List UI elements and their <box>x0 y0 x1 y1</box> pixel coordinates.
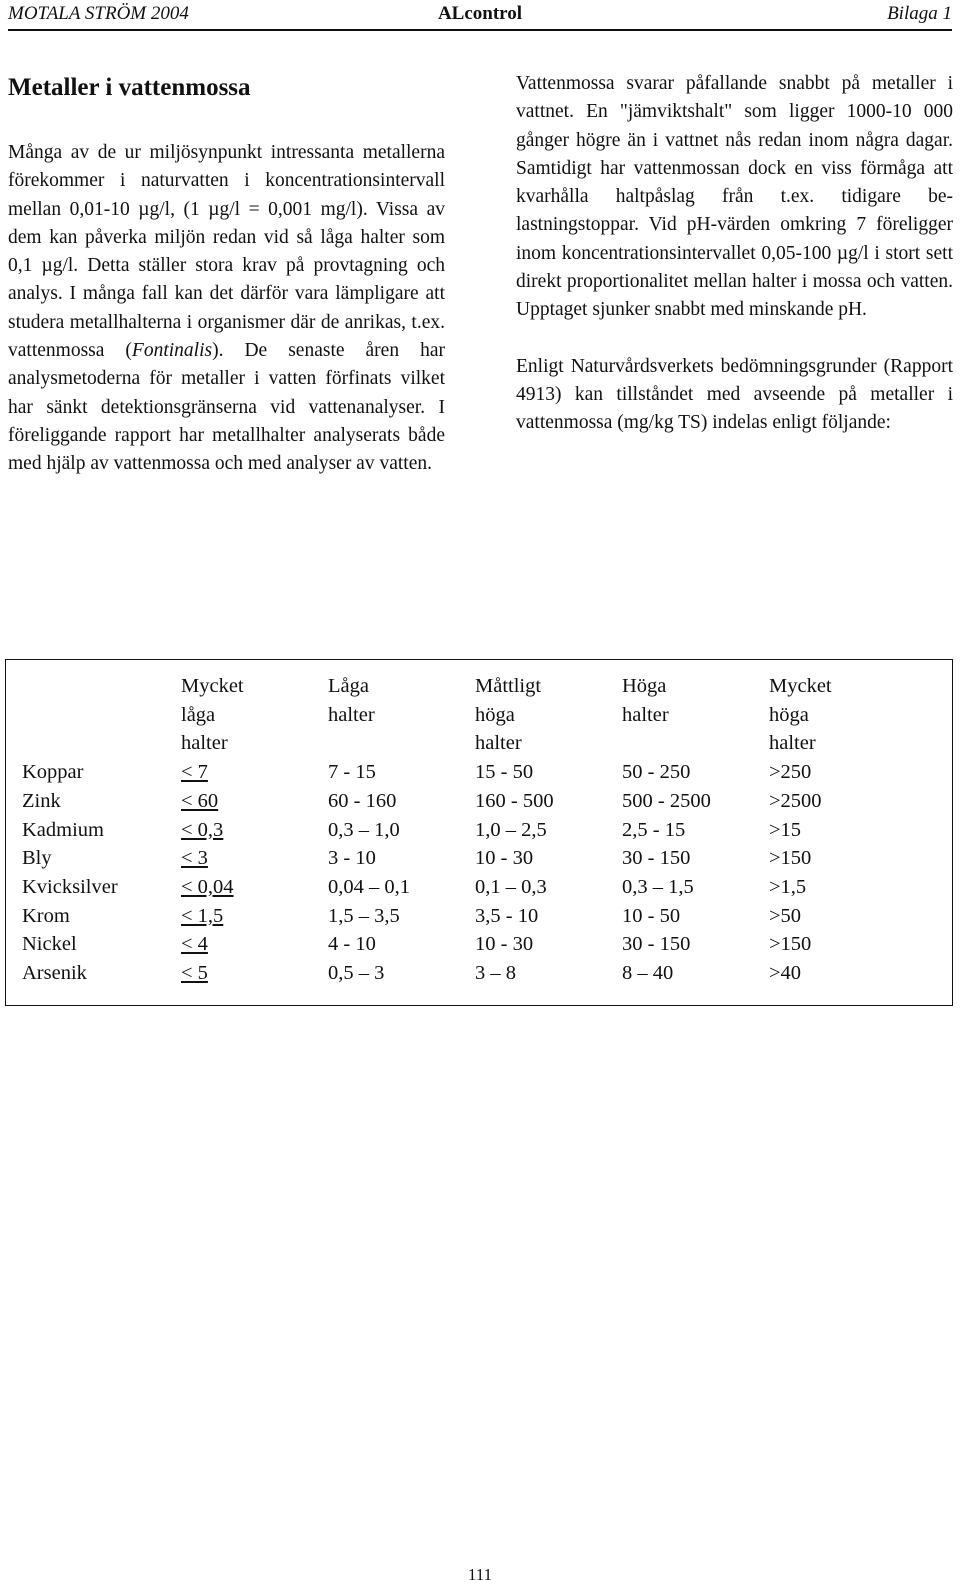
very-low-cell <box>181 787 328 816</box>
table-row <box>22 758 889 787</box>
moderately-high-cell: 0,1 – 0,3 <box>475 875 547 898</box>
metal-name-cell: Krom <box>22 904 70 927</box>
high-cell: 0,3 – 1,5 <box>622 875 694 898</box>
table-row <box>22 902 889 931</box>
metal-name-cell: Nickel <box>22 933 77 956</box>
low-cell: 0,04 – 0,1 <box>328 875 410 898</box>
low-cell: 3 - 10 <box>328 847 376 870</box>
value-text: < 0,04 <box>181 875 234 898</box>
very-high-cell: >40 <box>769 962 802 985</box>
page-header <box>0 0 960 30</box>
value-text: < 60 <box>181 789 219 812</box>
header-very-high: Mycket höga halter <box>769 675 832 755</box>
very-low-cell <box>181 959 328 988</box>
species-name: Fontinalis <box>131 340 213 362</box>
value-text: < 4 <box>181 933 208 956</box>
intro-text-part2: ). De senaste åren har analysmetoderna för metaller i vatten förfinats vilket har sänkt detektionsgränserna vid vattenanalyser. I föreliggande rapport har metallhalter analyserats både med hjälp av vattenmossa och med analyser av vatten. <box>8 340 445 475</box>
table-row <box>22 930 889 959</box>
value-text: < 0,3 <box>181 818 224 841</box>
classification-table <box>22 672 889 988</box>
very-low-cell <box>181 930 328 959</box>
header-very-low: Mycket låga halter <box>181 675 244 755</box>
moderately-high-cell: 160 - 500 <box>475 789 554 812</box>
moderately-high-cell: 10 - 30 <box>475 933 534 956</box>
moderately-high-cell: 15 - 50 <box>475 761 534 784</box>
very-low-cell <box>181 902 328 931</box>
metal-name-cell: Kadmium <box>22 818 104 841</box>
metal-name-cell: Zink <box>22 789 61 812</box>
header-high: Höga halter <box>622 675 669 726</box>
header-moderately-high: Måttligt höga halter <box>475 675 542 755</box>
table-header-row <box>22 672 889 758</box>
low-cell: 0,5 – 3 <box>328 962 385 985</box>
very-low-cell <box>181 844 328 873</box>
header-rule <box>8 29 952 31</box>
metal-name-cell: Kvicksilver <box>22 875 118 898</box>
intro-text-part1: Många av de ur miljösynpunkt intressanta metallerna förekommer i naturvatten i koncentrationsintervall mellan 0,01-10 µg/l, (1 µg/l = 0,001 mg/l). Vissa av dem kan påverka miljön redan vid så låga halter som 0,1 µg/l. Detta ställer stora krav på provtagning och analys. I många fall kan det därför vara lämpligare att studera metallhalterna i organismer där de anrikas, t.ex. vattenmossa ( <box>8 142 445 362</box>
header-report-name: MOTALA STRÖM 2004 <box>8 3 189 24</box>
intro-paragraph <box>8 139 445 479</box>
metal-name-cell: Bly <box>22 847 52 870</box>
high-cell: 10 - 50 <box>622 904 681 927</box>
assessment-paragraph: Enligt Naturvårdsverkets bedömningsgrunder (Rapport 4913) kan tillståndet med avseende på metaller i vattenmossa (mg/kg TS) indelas enligt följande: <box>516 355 953 434</box>
left-column <box>8 70 445 479</box>
very-high-cell: >150 <box>769 933 812 956</box>
very-low-cell <box>181 816 328 845</box>
metal-name-cell: Koppar <box>22 761 84 784</box>
very-high-cell: >50 <box>769 904 802 927</box>
very-high-cell: >1,5 <box>769 875 807 898</box>
table-row <box>22 873 889 902</box>
very-low-cell <box>181 758 328 787</box>
moderately-high-cell: 3 – 8 <box>475 962 516 985</box>
header-appendix: Bilaga 1 <box>887 3 952 24</box>
very-high-cell: >15 <box>769 818 802 841</box>
moderately-high-cell: 3,5 - 10 <box>475 904 539 927</box>
value-text: < 7 <box>181 761 208 784</box>
high-cell: 500 - 2500 <box>622 789 711 812</box>
very-high-cell: >150 <box>769 847 812 870</box>
low-cell: 1,5 – 3,5 <box>328 904 400 927</box>
header-metal-blank <box>22 672 181 758</box>
high-cell: 8 – 40 <box>622 962 674 985</box>
high-cell: 30 - 150 <box>622 933 691 956</box>
page-number: 111 <box>467 1565 493 1584</box>
high-cell: 30 - 150 <box>622 847 691 870</box>
moss-response-paragraph: Vattenmossa svarar påfallande snabbt på metaller i vattnet. En "jämviktshalt" som ligger 1000-10 000 gånger högre än i vattnet nås redan inom några dagar. Samtidigt har vattenmossan dock en viss förmåga att kvarhålla haltpåslag från t.ex. tidigare belastningstoppar. Vid pH-värden omkring 7 föreligger inom koncentrationsintervallet 0,05-100 µg/l i stort sett direkt proportionalitet mellan halter i mossa och vatten. Upptaget sjunker snabbt med minskande pH. <box>516 73 953 321</box>
very-high-cell: >250 <box>769 761 812 784</box>
low-cell: 4 - 10 <box>328 933 376 956</box>
table-row <box>22 844 889 873</box>
classification-table-box <box>5 659 953 1006</box>
right-column <box>516 70 953 438</box>
table-row <box>22 787 889 816</box>
high-cell: 2,5 - 15 <box>622 818 686 841</box>
high-cell: 50 - 250 <box>622 761 691 784</box>
header-low: Låga halter <box>328 675 375 726</box>
moderately-high-cell: 10 - 30 <box>475 847 534 870</box>
low-cell: 7 - 15 <box>328 761 376 784</box>
very-low-cell <box>181 873 328 902</box>
header-company: ALcontrol <box>437 3 523 24</box>
value-text: < 3 <box>181 847 208 870</box>
value-text: < 1,5 <box>181 904 224 927</box>
table-row <box>22 959 889 988</box>
low-cell: 60 - 160 <box>328 789 397 812</box>
low-cell: 0,3 – 1,0 <box>328 818 400 841</box>
table-row <box>22 816 889 845</box>
very-high-cell: >2500 <box>769 789 822 812</box>
page-title: Metaller i vattenmossa <box>8 74 251 101</box>
metal-name-cell: Arsenik <box>22 962 87 985</box>
value-text: < 5 <box>181 962 208 985</box>
moderately-high-cell: 1,0 – 2,5 <box>475 818 547 841</box>
